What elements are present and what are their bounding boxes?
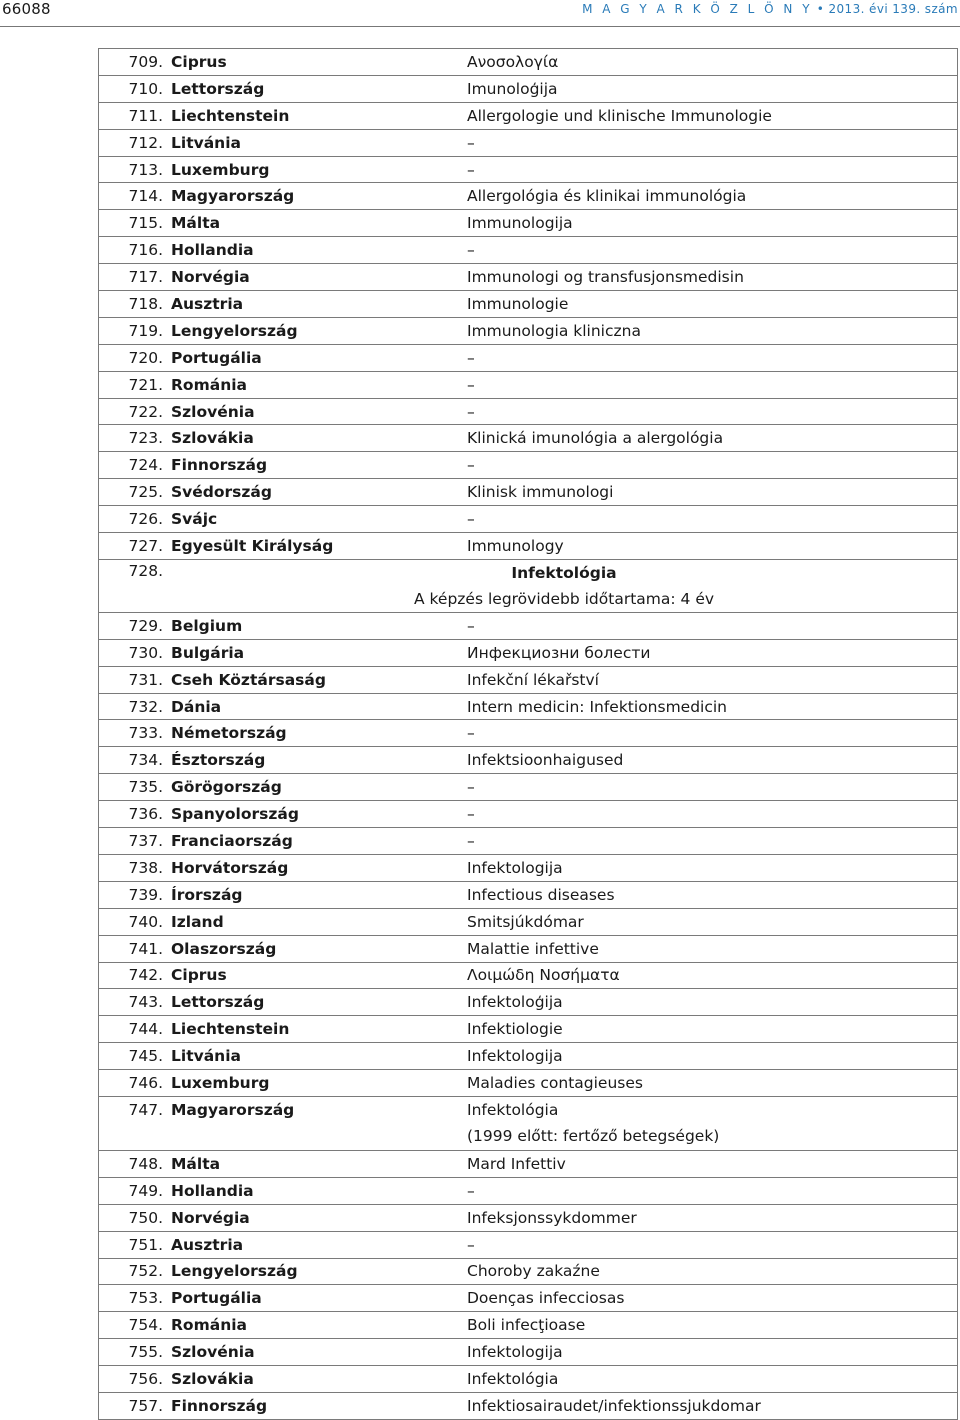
- country-name: Dánia: [171, 693, 467, 720]
- row-number: 715.: [99, 210, 172, 237]
- row-number: 719.: [99, 317, 172, 344]
- specialty-name: Ανοσολογία: [467, 49, 958, 76]
- table-row: [99, 1339, 958, 1366]
- specialty-name: Malattie infettive: [467, 935, 958, 962]
- country-name: Ciprus: [171, 49, 467, 76]
- row-number: 757.: [99, 1392, 172, 1419]
- table-row: [99, 533, 958, 560]
- country-name: Szlovénia: [171, 1339, 467, 1366]
- country-name: Portugália: [171, 1285, 467, 1312]
- table-row: [99, 666, 958, 693]
- table-row: [99, 344, 958, 371]
- specialty-name: Boli infecţioase: [467, 1312, 958, 1339]
- specialty-name: –: [467, 371, 958, 398]
- table-row: [99, 720, 958, 747]
- specialty-name: Maladies contagieuses: [467, 1070, 958, 1097]
- specialty-note-line: (1999 előtt: fertőző betegségek): [467, 1127, 720, 1146]
- specialty-name: –: [467, 156, 958, 183]
- table-row: [99, 291, 958, 318]
- row-number: 743.: [99, 989, 172, 1016]
- specialty-name: Mard Infettiv: [467, 1150, 958, 1177]
- table-row: [99, 210, 958, 237]
- country-name: Svédország: [171, 479, 467, 506]
- country-name: Hollandia: [171, 1177, 467, 1204]
- country-name: Románia: [171, 371, 467, 398]
- specialty-name: Infektologija: [467, 1339, 958, 1366]
- table-row: [99, 237, 958, 264]
- section-subtitle: A képzés legrövidebb időtartama: 4 év: [413, 589, 715, 608]
- country-name: Szlovákia: [171, 425, 467, 452]
- specialty-name: Choroby zakaźne: [467, 1258, 958, 1285]
- row-number: 709.: [99, 49, 172, 76]
- country-name: Ciprus: [171, 962, 467, 989]
- specialty-name: [467, 1096, 958, 1150]
- row-number: 724.: [99, 452, 172, 479]
- row-number: 753.: [99, 1285, 172, 1312]
- section-header: [99, 559, 958, 612]
- table-row: [99, 102, 958, 129]
- specialty-name: Infektsioonhaigused: [467, 747, 958, 774]
- specialty-name: Infectious diseases: [467, 881, 958, 908]
- table-row: [99, 75, 958, 102]
- country-name: Belgium: [171, 612, 467, 639]
- specialty-name: –: [467, 828, 958, 855]
- table-row: [99, 612, 958, 639]
- row-number: 736.: [99, 801, 172, 828]
- row-number: 725.: [99, 479, 172, 506]
- table-row: [99, 962, 958, 989]
- specialty-name-line: Infektológia: [467, 1100, 559, 1119]
- specialty-name: Klinická imunológia a alergológia: [467, 425, 958, 452]
- specialty-name: –: [467, 1231, 958, 1258]
- country-name: Ausztria: [171, 1231, 467, 1258]
- specialty-name: Infeksjonssykdommer: [467, 1204, 958, 1231]
- table-row: [99, 156, 958, 183]
- row-number: 711.: [99, 102, 172, 129]
- table-row: [99, 908, 958, 935]
- row-number: 734.: [99, 747, 172, 774]
- country-name: Lettország: [171, 75, 467, 102]
- row-number: 749.: [99, 1177, 172, 1204]
- row-number: 744.: [99, 1016, 172, 1043]
- page-number: 66088: [2, 0, 51, 18]
- table-row: [99, 1204, 958, 1231]
- row-number: 712.: [99, 129, 172, 156]
- row-number: 756.: [99, 1366, 172, 1393]
- row-number: 755.: [99, 1339, 172, 1366]
- specialty-name: Allergologie und klinische Immunologie: [467, 102, 958, 129]
- specialty-name: –: [467, 452, 958, 479]
- table-row: [99, 183, 958, 210]
- table-row: [99, 881, 958, 908]
- immunology-rows: [99, 49, 958, 560]
- country-name: Litvánia: [171, 1043, 467, 1070]
- row-number: 731.: [99, 666, 172, 693]
- row-number: 710.: [99, 75, 172, 102]
- table-row: [99, 1392, 958, 1419]
- table-row: [99, 1096, 958, 1150]
- country-name: Finnország: [171, 1392, 467, 1419]
- specialty-name: –: [467, 506, 958, 533]
- table-row: [99, 317, 958, 344]
- country-name: Lengyelország: [171, 317, 467, 344]
- row-number: 752.: [99, 1258, 172, 1285]
- table-row: [99, 1016, 958, 1043]
- specialty-name: Allergológia és klinikai immunológia: [467, 183, 958, 210]
- specialty-name: Immunologie: [467, 291, 958, 318]
- country-name: Szlovákia: [171, 1366, 467, 1393]
- country-name: Finnország: [171, 452, 467, 479]
- section-number: 728.: [99, 559, 172, 612]
- row-number: 721.: [99, 371, 172, 398]
- row-number-text: 747.: [128, 1100, 163, 1119]
- row-number: 748.: [99, 1150, 172, 1177]
- specialty-name: Klinisk immunologi: [467, 479, 958, 506]
- row-number: 733.: [99, 720, 172, 747]
- table-row: [99, 1177, 958, 1204]
- country-name: Franciaország: [171, 828, 467, 855]
- specialty-name: –: [467, 774, 958, 801]
- row-number: 751.: [99, 1231, 172, 1258]
- specialty-name: –: [467, 398, 958, 425]
- table-row: [99, 425, 958, 452]
- country-name: Magyarország: [171, 183, 467, 210]
- row-number: 745.: [99, 1043, 172, 1070]
- specialty-name: Immunologi og transfusjonsmedisin: [467, 264, 958, 291]
- specialty-name: Doenças infecciosas: [467, 1285, 958, 1312]
- table-row: [99, 506, 958, 533]
- country-name: Liechtenstein: [171, 1016, 467, 1043]
- row-number: 738.: [99, 854, 172, 881]
- issue-label: 2013. évi 139. szám: [828, 2, 958, 16]
- table-row: [99, 1231, 958, 1258]
- specialty-name: Imunoloģija: [467, 75, 958, 102]
- row-number: [99, 1096, 172, 1150]
- country-name: Egyesült Királyság: [171, 533, 467, 560]
- specialty-name: Infekční lékařství: [467, 666, 958, 693]
- row-number: 714.: [99, 183, 172, 210]
- table-row: [99, 693, 958, 720]
- country-name: Lengyelország: [171, 1258, 467, 1285]
- table-row: [99, 854, 958, 881]
- country-name: Görögország: [171, 774, 467, 801]
- section-row: [99, 559, 958, 612]
- table-row: [99, 801, 958, 828]
- specialty-name: –: [467, 801, 958, 828]
- country-name: Málta: [171, 210, 467, 237]
- table-row: [99, 774, 958, 801]
- gazette-title: M A G Y A R K Ö Z L Ö N Y: [582, 2, 813, 16]
- specialty-name: Smitsjúkdómar: [467, 908, 958, 935]
- row-number: 713.: [99, 156, 172, 183]
- country-name: Írország: [171, 881, 467, 908]
- specialty-name: Infektiologie: [467, 1016, 958, 1043]
- country-name: Ausztria: [171, 291, 467, 318]
- row-number: 732.: [99, 693, 172, 720]
- page-header: [0, 0, 960, 27]
- specialty-name: Immunologia kliniczna: [467, 317, 958, 344]
- country-name: Svájc: [171, 506, 467, 533]
- specialty-name: –: [467, 129, 958, 156]
- specialty-name: Λοιμώδη Νοσήματα: [467, 962, 958, 989]
- table-row: [99, 1070, 958, 1097]
- section-heading: [171, 559, 958, 612]
- table-row: [99, 1366, 958, 1393]
- table-row: [99, 1150, 958, 1177]
- country-name: Luxemburg: [171, 1070, 467, 1097]
- infectology-rows: [99, 612, 958, 1419]
- row-number: 742.: [99, 962, 172, 989]
- country-name-text: Magyarország: [171, 1100, 295, 1119]
- row-number: 737.: [99, 828, 172, 855]
- specialty-name: –: [467, 237, 958, 264]
- specialty-name: –: [467, 344, 958, 371]
- country-name: Liechtenstein: [171, 102, 467, 129]
- row-number: 726.: [99, 506, 172, 533]
- section-title: Infektológia: [511, 563, 617, 582]
- country-name: Olaszország: [171, 935, 467, 962]
- row-number: 746.: [99, 1070, 172, 1097]
- table-row: [99, 1258, 958, 1285]
- country-name: Hollandia: [171, 237, 467, 264]
- specialty-name: –: [467, 1177, 958, 1204]
- specialty-name: Инфекциозни болести: [467, 639, 958, 666]
- country-name: Bulgária: [171, 639, 467, 666]
- country-name: [171, 1096, 467, 1150]
- table-row: [99, 639, 958, 666]
- country-name: Cseh Köztársaság: [171, 666, 467, 693]
- specialty-name: –: [467, 612, 958, 639]
- row-number: 735.: [99, 774, 172, 801]
- country-name: Izland: [171, 908, 467, 935]
- row-number: 750.: [99, 1204, 172, 1231]
- table-row: [99, 989, 958, 1016]
- specialty-name: Infektoloģija: [467, 989, 958, 1016]
- country-name: Románia: [171, 1312, 467, 1339]
- row-number: 754.: [99, 1312, 172, 1339]
- table-row: [99, 264, 958, 291]
- row-number: 722.: [99, 398, 172, 425]
- country-name: Spanyolország: [171, 801, 467, 828]
- table-row: [99, 452, 958, 479]
- country-name: Horvátország: [171, 854, 467, 881]
- table-row: [99, 398, 958, 425]
- row-number: 739.: [99, 881, 172, 908]
- country-name: Németország: [171, 720, 467, 747]
- country-name: Észtország: [171, 747, 467, 774]
- running-head: M A G Y A R K Ö Z L Ö N Y • 2013. évi 139. szám: [582, 2, 958, 16]
- country-name: Norvégia: [171, 1204, 467, 1231]
- specialty-name: Immunologija: [467, 210, 958, 237]
- table-row: [99, 747, 958, 774]
- specialty-table: [98, 48, 958, 1420]
- table-row: [99, 49, 958, 76]
- table-row: [99, 479, 958, 506]
- country-name: Szlovénia: [171, 398, 467, 425]
- row-number: 720.: [99, 344, 172, 371]
- specialty-name: Infektológia: [467, 1366, 958, 1393]
- specialty-name: Infektiosairaudet/infektionssjukdomar: [467, 1392, 958, 1419]
- row-number: 740.: [99, 908, 172, 935]
- specialty-name: Intern medicin: Infektionsmedicin: [467, 693, 958, 720]
- row-number: 741.: [99, 935, 172, 962]
- row-number: 716.: [99, 237, 172, 264]
- country-name: Málta: [171, 1150, 467, 1177]
- table-row: [99, 1043, 958, 1070]
- country-name: Luxemburg: [171, 156, 467, 183]
- specialty-name: Infektologija: [467, 854, 958, 881]
- specialty-name: Infektologija: [467, 1043, 958, 1070]
- row-number: 727.: [99, 533, 172, 560]
- row-number: 730.: [99, 639, 172, 666]
- table-row: [99, 828, 958, 855]
- row-number: 723.: [99, 425, 172, 452]
- table-row: [99, 935, 958, 962]
- country-name: Norvégia: [171, 264, 467, 291]
- table-row: [99, 371, 958, 398]
- table-row: [99, 1285, 958, 1312]
- row-number: 718.: [99, 291, 172, 318]
- specialty-name: –: [467, 720, 958, 747]
- specialty-name: Immunology: [467, 533, 958, 560]
- row-number: 729.: [99, 612, 172, 639]
- country-name: Portugália: [171, 344, 467, 371]
- table-row: [99, 129, 958, 156]
- table-row: [99, 1312, 958, 1339]
- country-name: Lettország: [171, 989, 467, 1016]
- row-number: 717.: [99, 264, 172, 291]
- country-name: Litvánia: [171, 129, 467, 156]
